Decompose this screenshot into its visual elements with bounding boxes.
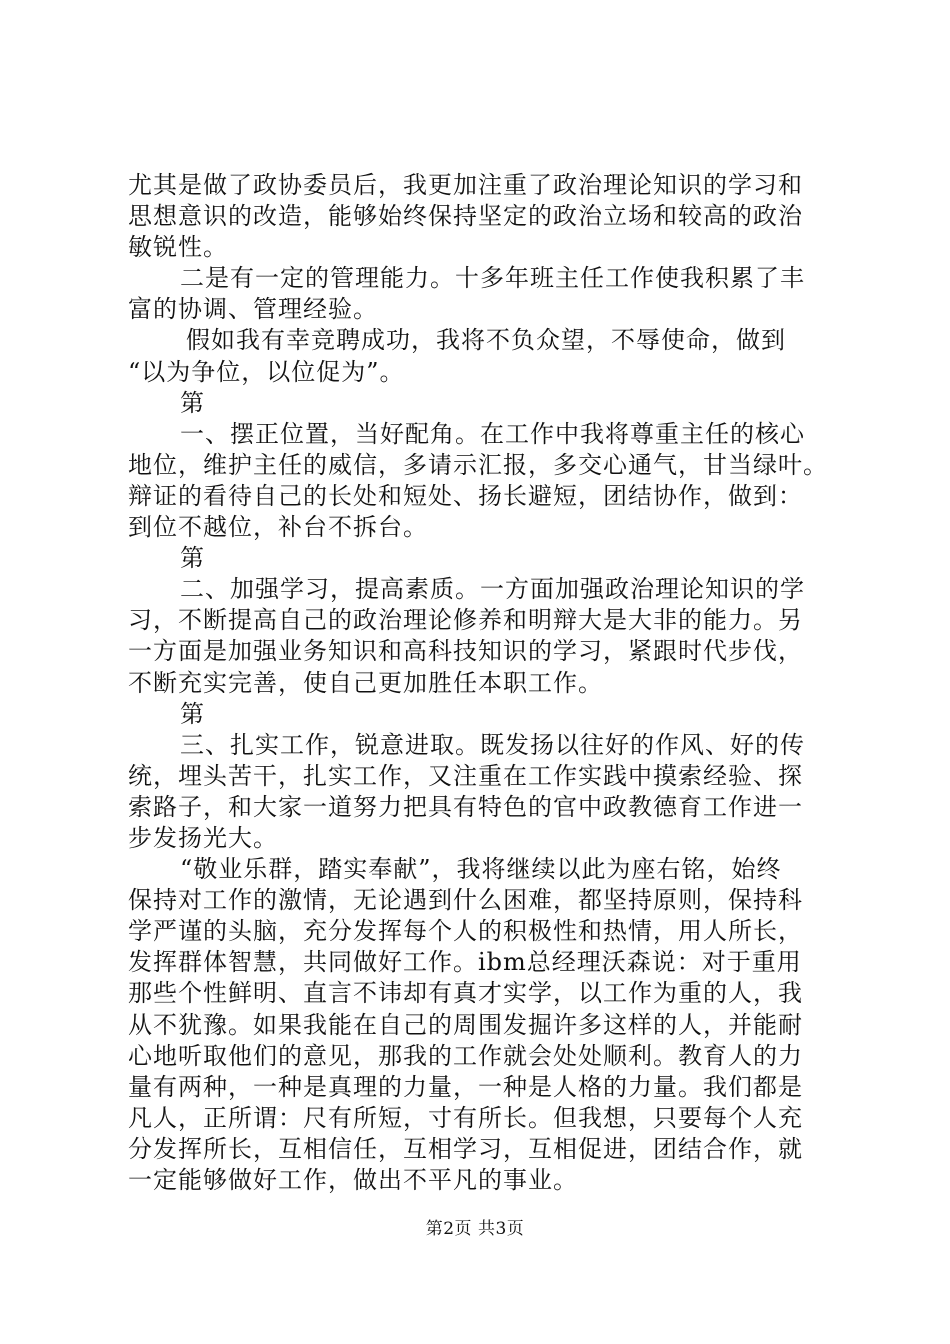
text-line: 到位不越位，补台不拆台。 bbox=[128, 513, 428, 542]
text-line: 统，埋头苦干，扎实工作，又注重在工作实践中摸索经验、探 bbox=[128, 761, 803, 790]
text-line: 那些个性鲜明、直言不讳却有真才实学，以工作为重的人，我 bbox=[128, 979, 803, 1008]
text-line: 二是有一定的管理能力。十多年班主任工作使我积累了丰 bbox=[180, 264, 805, 293]
text-line: 第 bbox=[180, 699, 205, 728]
text-line: 第 bbox=[180, 388, 205, 417]
text-line: 二、加强学习，提高素质。一方面加强政治理论知识的学 bbox=[180, 575, 805, 604]
text-line: 保持对工作的激情，无论遇到什么困难，都坚持原则，保持科 bbox=[128, 886, 803, 915]
page-footer: 第2页 共3页 bbox=[425, 1219, 525, 1239]
text-line: “敬业乐群，踏实奉献”，我将继续以此为座右铭，始终 bbox=[180, 855, 782, 884]
text-line: 量有两种，一种是真理的力量，一种是人格的力量。我们都是 bbox=[128, 1072, 803, 1101]
text-line: 地位，维护主任的威信，多请示汇报，多交心通气，甘当绿叶。 bbox=[128, 450, 828, 479]
text-line: 步发扬光大。 bbox=[128, 823, 278, 852]
text-line: 凡人，正所谓：尺有所短，寸有所长。但我想，只要每个人充 bbox=[128, 1103, 803, 1132]
text-line: 思想意识的改造，能够始终保持坚定的政治立场和较高的政治 bbox=[128, 202, 803, 231]
text-line: 辩证的看待自己的长处和短处、扬长避短，团结协作，做到： bbox=[128, 481, 803, 510]
text-line: 富的协调、管理经验。 bbox=[128, 295, 378, 324]
document-body bbox=[128, 170, 848, 1196]
text-line: 从不犹豫。如果我能在自己的周围发掘许多这样的人，并能耐 bbox=[128, 1010, 803, 1039]
text-line: 三、扎实工作，锐意进取。既发扬以往好的作风、好的传 bbox=[180, 730, 805, 759]
text-line: 不断充实完善，使自己更加胜任本职工作。 bbox=[128, 668, 603, 697]
text-line: 索路子，和大家一道努力把具有特色的官中政教德育工作进一 bbox=[128, 792, 803, 821]
text-line: 一方面是加强业务知识和高科技知识的学习，紧跟时代步伐， bbox=[128, 637, 803, 666]
text-line: 发挥群体智慧，共同做好工作。ibm总经理沃森说：对于重用 bbox=[128, 948, 802, 977]
text-line: 学严谨的头脑，充分发挥每个人的积极性和热情，用人所长， bbox=[128, 917, 803, 946]
text-line: 敏锐性。 bbox=[128, 233, 228, 262]
text-line: “以为争位，以位促为”。 bbox=[128, 357, 405, 386]
text-line: 一、摆正位置，当好配角。在工作中我将尊重主任的核心 bbox=[180, 419, 805, 448]
text-line: 心地听取他们的意见，那我的工作就会处处顺利。教育人的力 bbox=[128, 1041, 803, 1070]
text-line: 假如我有幸竞聘成功，我将不负众望，不辱使命，做到 bbox=[186, 326, 786, 355]
text-line: 第 bbox=[180, 544, 205, 573]
text-line: 尤其是做了政协委员后，我更加注重了政治理论知识的学习和 bbox=[128, 171, 803, 199]
text-line: 分发挥所长，互相信任，互相学习，互相促进，团结合作，就 bbox=[128, 1134, 803, 1163]
text-line: 一定能够做好工作，做出不平凡的事业。 bbox=[128, 1166, 578, 1194]
text-line: 习，不断提高自己的政治理论修养和明辩大是大非的能力。另 bbox=[128, 606, 803, 635]
